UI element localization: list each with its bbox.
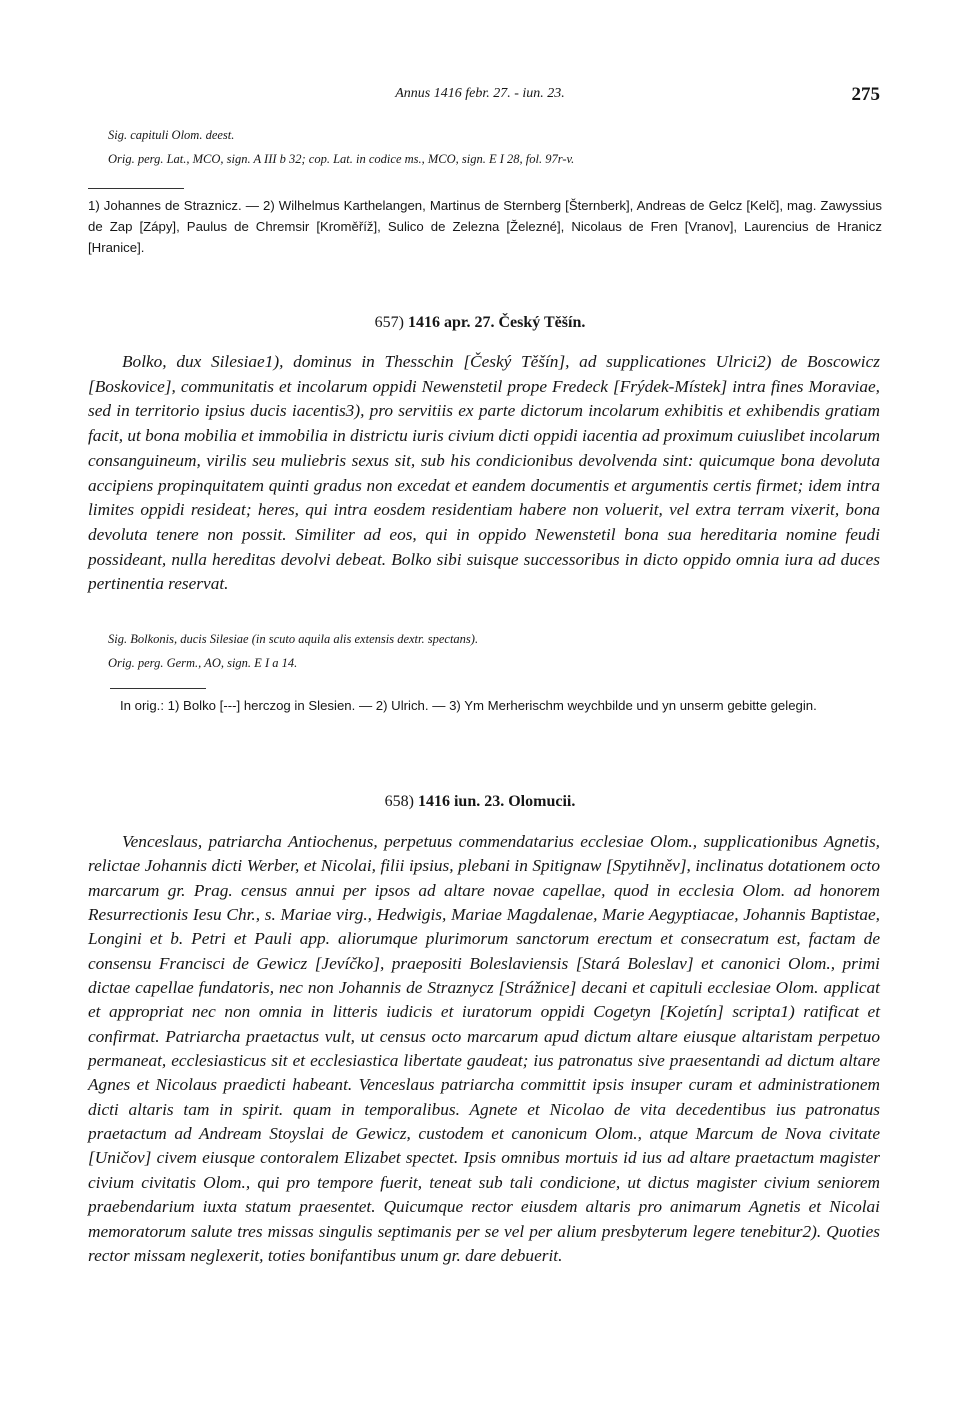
document-658-heading — [0, 793, 960, 811]
document-658-regest: Venceslaus, patriarcha Antiochenus, perpetuus commendatarius ecclesiae Olom., supplicationibus Agnetis, relictae Johannis dicti Werber, et Nicolai, filii ipsius, plebani in Spitignaw [Spytihněv], inclinatus dotationem octo marcarum gr. Prag. census annui per ipsos ad altare novae capellae, quod in ecclesia Olom. ad honorem Resurrectionis Iesu Chr., s. Mariae virg., Hedwigis, Mariae Magdalenae, Marie Aegyptiacae, Johannis Baptistae, Longini et b. Petri et Pauli app. aliorumque plurimorum sanctorum erectum et consecratum est, factam de consensu Francisci de Gewicz [Jevíčko], praepositi Boleslaviensis [Stará Boleslav] et canonici Olom., primi dictae capellae fundatoris, nec non Johannis de Straznycz [Strážnice] decani et capituli ecclesiae Olom. applicat et appropriat nec non omnia in litteris iudicis et iuratorum oppidi Cogetyn [Kojetín] scripta1) ratificat et confirmat. Patriarcha praetactus vult, ut census octo marcarum apud dictum altare eiusque altaristam perpetuo permaneat, ecclesiasticus sit et ecclesiastica libertate gaudeat; ius patronatus sive praesentandi ad dictum altare Agnes et Nicolaus praedicti habeant. Venceslaus patriarcha committit ipsis insuper curam et administrationem dicti altaris tam in spirit. quam in temporalibus. Agnete et Nicolao de vita decedentibus ius patronatus praetactum ad Andream Stoyslai de Gewicz, custodem et canonicum Olom., atque Marcum de Nova civitate [Uničov] civem eiusque contoralem Elizabet spectet. Ipsis omnibus mortuis id ius ad altare praetactum magister civium civitatis Olom., qui pro tempore fuerit, teneat sub tali condicione, ut dictus magister civium seniorem praebendarium iuxta statum praesentet. Quicumque rector eiusdem altaris pro animarum Agnetis et Nicolai memoratorum salute tres missas singulis septimanis per se vel per alium presbyterum legere tenebitur2). Quoties rector missam neglexerit, toties bonifantibus unum gr. dare debuerit. — [88, 832, 880, 1265]
document-date-place: 1416 iun. 23. Olomucii. — [417, 793, 576, 810]
seal-note: Sig. Bolkonis, ducis Silesiae (in scuto aquila alis extensis dextr. spectans). — [108, 632, 479, 646]
source-note: Orig. perg. Lat., MCO, sign. A III b 32; cop. Lat. in codice ms., MCO, sign. E I 28, fol. 97r-v. — [108, 152, 575, 166]
document-number: 657) — [374, 314, 404, 331]
footnote-1: 1) Johannes de Straznicz. — [88, 198, 242, 213]
document-date-place: 1416 apr. 27. Český Těšín. — [407, 314, 586, 331]
footnote-rule — [110, 688, 206, 689]
source-note: Orig. perg. Germ., AO, sign. E I a 14. — [108, 656, 298, 670]
original-wording-footnotes: In orig.: 1) Bolko [---] herczog in Slesien. — 2) Ulrich. — 3) Ym Merherischm weychbilde und yn unserm gebitte gelegin. — [120, 698, 817, 713]
seal-note: Sig. capituli Olom. deest. — [108, 128, 235, 142]
footnote-2: 2) Wilhelmus Karthelangen, Martinus de Sternberg [Šternberk], Andreas de Gelcz [Kelč], mag. Zawyssius de Zap [Zápy], Paulus de Chremsir [Kroměříž], Sulico de Zelezna [Železné], Nicolaus de Fren [Vranov], Laurencius de Hranicz [Hranice]. — [88, 198, 882, 255]
footnote-rule — [88, 188, 184, 189]
document-number: 658) — [384, 793, 414, 810]
document-657-heading — [0, 314, 960, 332]
prev-footnotes: 1) Johannes de Straznicz. — 2) Wilhelmus Karthelangen, Martinus de Sternberg [Šternberk], Andreas de Gelcz [Kelč], mag. Zawyssius de Zap [Zápy], Paulus de Chremsir [Kroměříž], Sulico de Zelezna [Železné], Nicolaus de Fren [Vranov], Laurencius de Hranicz [Hranice]. — [88, 198, 882, 255]
running-head: Annus 1416 febr. 27. - iun. 23. — [395, 86, 565, 101]
document-657-regest: Bolko, dux Silesiae1), dominus in Thesschin [Český Těšín], ad supplicationes Ulrici2) de Boscowicz [Boskovice], communitatis et incolarum oppidi Newenstetil prope Fredeck [Frýdek-Místek] intra fines Moraviae, sed in territorio ipsius ducis iacentis3), pro servitiis ex parte dictorum incolarum exhibitis et exhibendis gratiam facit, ut bona mobilia et immobilia in districtu iuris civium dicti oppidi iacentia ad proximum cuiuslibet incolarum consanguineum, virilis seu muliebris sexus sit, sub his condicionibus devolvenda sint: quicumque bona devoluta accipiens propinquitatem quinti gradus non excedat et eandem documentis et argumentis certis firmet; idem intra limites oppidi resideat; heres, qui intra eosdem residentiam habere non voluerit, vel extra terram vixerit, bona devoluta tenere non possit. Similiter ad eos, qui in oppido Newenstetil bona sua hereditaria nomine feudi possideant, nulla hereditas devolvi debeat. Bolko sibi suisque successoribus in dicto oppido omnia iura ad duces pertinentia reservat. — [88, 352, 880, 594]
page-number: 275 — [851, 84, 880, 105]
